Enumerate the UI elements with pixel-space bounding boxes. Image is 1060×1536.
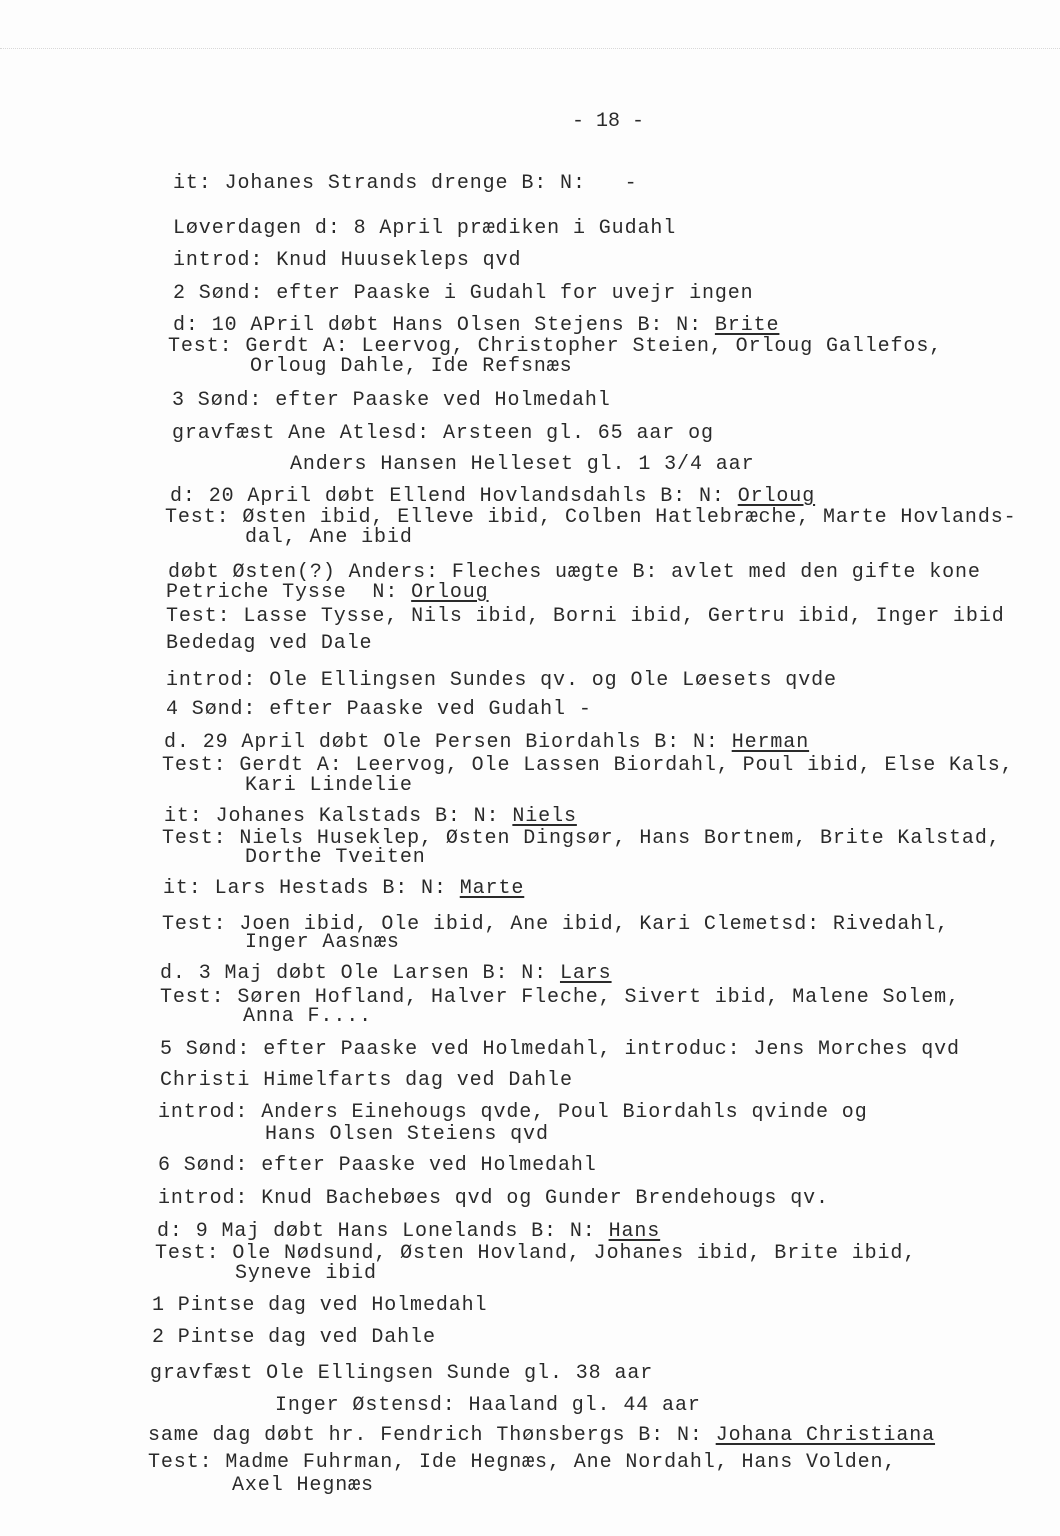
line-text: it: Lars Hestads B: N: bbox=[163, 877, 460, 900]
line-text: dal, Ane ibid bbox=[245, 526, 413, 549]
underlined-name: Brite bbox=[714, 314, 780, 337]
page-number: - 18 - bbox=[572, 110, 645, 133]
line-text: 3 Sønd: efter Paaske ved Holmedahl bbox=[172, 389, 611, 412]
text-line bbox=[158, 1102, 868, 1124]
underlined-name: Johana Christiana bbox=[715, 1424, 936, 1447]
text-line bbox=[172, 423, 714, 445]
line-text: 5 Sønd: efter Paaske ved Holmedahl, introduc: Jens Morches qvd bbox=[160, 1038, 960, 1061]
underlined-name: Hans bbox=[608, 1220, 661, 1243]
text-line bbox=[290, 454, 754, 476]
line-text: Test: Lasse Tysse, Nils ibid, Borni ibid, Gertru ibid, Inger ibid bbox=[166, 605, 1005, 628]
text-line bbox=[152, 1327, 436, 1349]
underlined-name: Lars bbox=[559, 962, 612, 985]
text-line bbox=[250, 356, 573, 378]
underlined-name: Niels bbox=[512, 805, 577, 828]
line-text: Christi Himelfarts dag ved Dahle bbox=[160, 1069, 573, 1092]
text-line bbox=[173, 218, 676, 240]
text-line bbox=[160, 963, 612, 985]
line-text: gravfæst Ole Ellingsen Sunde gl. 38 aar bbox=[150, 1362, 654, 1385]
text-line bbox=[173, 250, 521, 272]
line-text: d: 20 April døbt Ellend Hovlandsdahls B: N: bbox=[170, 485, 738, 508]
line-text: Syneve ibid bbox=[235, 1262, 377, 1285]
text-line bbox=[235, 1263, 377, 1285]
line-text: 2 Pintse dag ved Dahle bbox=[152, 1326, 436, 1349]
line-text: it: Johanes Strands drenge B: N: - bbox=[173, 172, 638, 195]
text-line bbox=[245, 932, 400, 954]
text-line bbox=[173, 283, 754, 305]
underlined-name: Orloug bbox=[411, 581, 489, 604]
text-line bbox=[173, 173, 637, 195]
line-text: Petriche Tysse N: bbox=[166, 581, 412, 604]
line-text: introd: Anders Einehougs qvde, Poul Biordahls qvinde og bbox=[158, 1101, 868, 1124]
line-text: Løverdagen d: 8 April prædiken i Gudahl bbox=[173, 217, 677, 240]
underlined-name: Marte bbox=[459, 877, 525, 900]
text-line bbox=[170, 486, 815, 508]
text-line bbox=[265, 1124, 549, 1146]
line-text: Test: Joen ibid, Ole ibid, Ane ibid, Kari Clemetsd: Rivedahl, bbox=[162, 913, 950, 936]
line-text: it: Johanes Kalstads B: N: bbox=[164, 805, 513, 828]
text-line bbox=[232, 1475, 374, 1497]
line-text: Test: Østen ibid, Elleve ibid, Colben Hatlebræche, Marte Hovlands- bbox=[165, 506, 1017, 529]
text-line bbox=[148, 1452, 896, 1474]
text-line bbox=[166, 699, 592, 721]
page-edge-divider bbox=[0, 48, 1060, 49]
line-text: Anna F.... bbox=[243, 1005, 373, 1028]
line-text: Test: Ole Nødsund, Østen Hovland, Johanes ibid, Brite ibid, bbox=[155, 1242, 917, 1265]
line-text: 4 Sønd: efter Paaske ved Gudahl - bbox=[166, 698, 592, 721]
line-text: Test: Søren Hofland, Halver Fleche, Sivert ibid, Malene Solem, bbox=[160, 986, 960, 1009]
line-text: introd: Knud Bachebøes qvd og Gunder Brendehougs qv. bbox=[158, 1187, 829, 1210]
line-text: d: 10 APril døbt Hans Olsen Stejens B: N: bbox=[173, 314, 715, 337]
text-line bbox=[164, 806, 577, 828]
line-text: Inger Aasnæs bbox=[245, 931, 400, 954]
text-line bbox=[173, 315, 779, 337]
text-line bbox=[163, 878, 524, 900]
text-line bbox=[152, 1295, 487, 1317]
text-line bbox=[164, 732, 809, 754]
line-text: Anders Hansen Helleset gl. 1 3/4 aar bbox=[290, 453, 755, 476]
line-text: 1 Pintse dag ved Holmedahl bbox=[152, 1294, 488, 1317]
line-text: 6 Sønd: efter Paaske ved Holmedahl bbox=[158, 1154, 597, 1177]
line-text: 2 Sønd: efter Paaske i Gudahl for uvejr ingen bbox=[173, 282, 754, 305]
line-text: d. 3 Maj døbt Ole Larsen B: N: bbox=[160, 962, 560, 985]
text-line bbox=[245, 527, 413, 549]
text-line bbox=[160, 1070, 573, 1092]
line-text: Dorthe Tveiten bbox=[245, 846, 426, 869]
text-line bbox=[158, 1188, 829, 1210]
text-line bbox=[275, 1395, 701, 1417]
line-text: Kari Lindelie bbox=[245, 774, 413, 797]
line-text: Test: Niels Huseklep, Østen Dingsør, Hans Bortnem, Brite Kalstad, bbox=[162, 827, 1001, 850]
text-line bbox=[150, 1363, 653, 1385]
line-text: Axel Hegnæs bbox=[232, 1474, 374, 1497]
text-line bbox=[166, 582, 489, 604]
underlined-name: Orloug bbox=[737, 485, 816, 508]
line-text: Test: Madme Fuhrman, Ide Hegnæs, Ane Nordahl, Hans Volden, bbox=[148, 1451, 897, 1474]
text-line bbox=[245, 847, 426, 869]
line-text: døbt Østen(?) Anders: Fleches uægte B: avlet med den gifte kone bbox=[168, 561, 981, 584]
underlined-name: Herman bbox=[731, 731, 810, 754]
line-text: gravfæst Ane Atlesd: Arsteen gl. 65 aar og bbox=[172, 422, 714, 445]
text-line bbox=[157, 1221, 660, 1243]
line-text: introd: Ole Ellingsen Sundes qv. og Ole Løesets qvde bbox=[166, 669, 837, 692]
line-text: Test: Gerdt A: Leervog, Christopher Steien, Orloug Gallefos, bbox=[168, 335, 943, 358]
line-text: Test: Gerdt A: Leervog, Ole Lassen Biordahl, Poul ibid, Else Kals, bbox=[162, 754, 1014, 777]
line-text: Hans Olsen Steiens qvd bbox=[265, 1123, 549, 1146]
text-line bbox=[243, 1006, 372, 1028]
line-text: d. 29 April døbt Ole Persen Biordahls B: N: bbox=[164, 731, 732, 754]
text-line bbox=[166, 606, 1005, 628]
text-line bbox=[245, 775, 413, 797]
line-text: Bededag ved Dale bbox=[166, 632, 373, 655]
text-line bbox=[172, 390, 611, 412]
line-text: Orloug Dahle, Ide Refsnæs bbox=[250, 355, 573, 378]
line-text: introd: Knud Huusekleps qvd bbox=[173, 249, 522, 272]
text-line bbox=[148, 1425, 935, 1447]
line-text: same dag døbt hr. Fendrich Thønsbergs B: N: bbox=[148, 1424, 716, 1447]
text-line bbox=[158, 1155, 597, 1177]
line-text: d: 9 Maj døbt Hans Lonelands B: N: bbox=[157, 1220, 609, 1243]
text-line bbox=[166, 633, 372, 655]
line-text: Inger Østensd: Haaland gl. 44 aar bbox=[275, 1394, 701, 1417]
text-line bbox=[160, 1039, 960, 1061]
text-line bbox=[166, 670, 837, 692]
